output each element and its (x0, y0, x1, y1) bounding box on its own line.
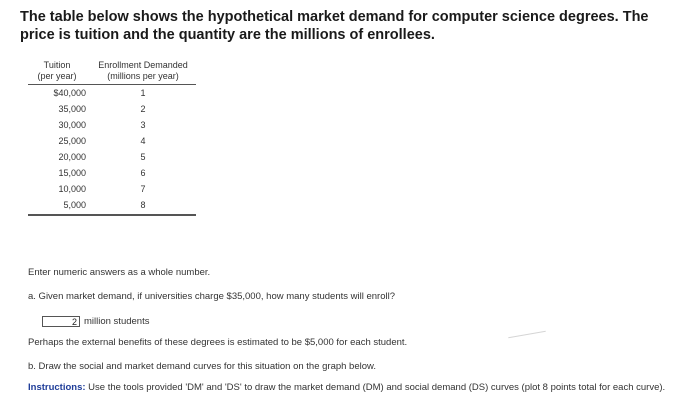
tuition-cell: 25,000 (58, 136, 86, 146)
tuition-header: Tuition (per year) (37, 60, 77, 81)
answer-unit-label: million students (84, 316, 150, 327)
table-row (28, 165, 196, 181)
part-a-answer-input[interactable] (42, 316, 80, 327)
table-row (28, 101, 196, 117)
enrollment-cell: 6 (140, 168, 146, 178)
externality-text: Perhaps the external benefits of these degrees is estimated to be $5,000 for each student. (28, 337, 408, 348)
enrollment-cell: 8 (140, 200, 146, 210)
tuition-cell: 5,000 (63, 200, 86, 210)
instructions-text: Use the tools provided 'DM' and 'DS' to draw the market demand (DM) and social demand (DS) curves (plot 8 points total for each curve). (85, 382, 666, 393)
table-row (28, 181, 196, 197)
table-row (28, 197, 196, 213)
enrollment-cell: 4 (140, 136, 146, 146)
tuition-cell: 10,000 (58, 184, 86, 194)
tuition-cell: 35,000 (58, 104, 86, 114)
table-bottom-rule (28, 214, 196, 216)
enrollment-cell: 2 (140, 104, 146, 114)
enrollment-cell: 1 (140, 88, 146, 98)
tuition-cell: 15,000 (58, 168, 86, 178)
enrollment-header: Enrollment Demanded (millions per year) (98, 60, 188, 81)
part-a-question: a. Given market demand, if universities charge $35,000, how many students will enroll? (28, 291, 395, 302)
table-row (28, 149, 196, 165)
tuition-cell: $40,000 (53, 88, 86, 98)
demand-table (28, 58, 196, 216)
enrollment-cell: 7 (140, 184, 146, 194)
part-a-answer-row (42, 315, 149, 328)
enrollment-cell: 5 (140, 152, 146, 162)
table-row (28, 133, 196, 149)
part-b-instructions (28, 382, 668, 394)
whole-number-note: Enter numeric answers as a whole number. (28, 267, 211, 278)
divider (508, 331, 546, 339)
tuition-cell: 20,000 (58, 152, 86, 162)
tuition-cell: 30,000 (58, 120, 86, 130)
table-row (28, 117, 196, 133)
part-b-question: b. Draw the social and market demand curves for this situation on the graph below. (28, 361, 376, 372)
instructions-label: Instructions: (28, 382, 86, 393)
table-row (28, 85, 196, 101)
table-header (28, 58, 196, 85)
enrollment-cell: 3 (140, 120, 146, 130)
question-text: The table below shows the hypothetical market demand for computer science degrees. The price is tuition and the quantity are the millions of enrollees. (20, 9, 649, 43)
